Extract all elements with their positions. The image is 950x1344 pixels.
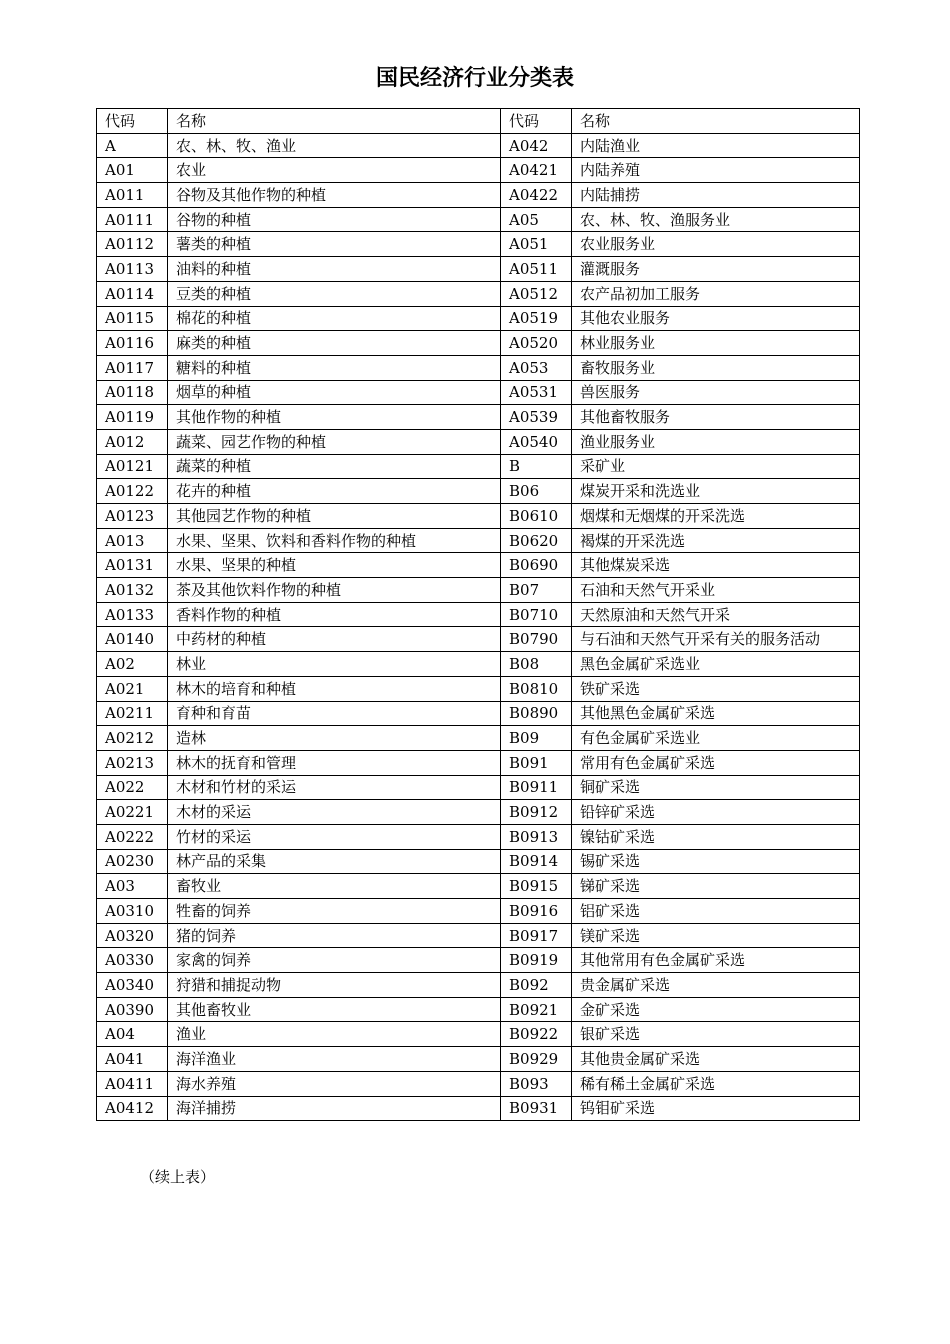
cell-name-right: 农、林、牧、渔服务业	[572, 207, 860, 232]
table-row	[97, 1022, 860, 1047]
cell-name-left: 家禽的饲养	[168, 948, 501, 973]
table-row	[97, 405, 860, 430]
cell-name-right: 镍钴矿采选	[572, 824, 860, 849]
cell-code-left: A0117	[97, 355, 168, 380]
cell-code-right: B0790	[501, 627, 572, 652]
cell-code-left: A0213	[97, 750, 168, 775]
cell-name-right: 其他常用有色金属矿采选	[572, 948, 860, 973]
cell-code-left: A0411	[97, 1071, 168, 1096]
cell-name-left: 渔业	[168, 1022, 501, 1047]
header-name-right: 名称	[572, 109, 860, 134]
cell-code-right: B0917	[501, 923, 572, 948]
cell-code-right: B0620	[501, 528, 572, 553]
cell-name-left: 猪的饲养	[168, 923, 501, 948]
cell-name-left: 畜牧业	[168, 874, 501, 899]
table-row	[97, 874, 860, 899]
cell-code-right: B0916	[501, 899, 572, 924]
cell-name-left: 农业	[168, 158, 501, 183]
table-row	[97, 183, 860, 208]
table-row	[97, 997, 860, 1022]
cell-name-left: 林产品的采集	[168, 849, 501, 874]
cell-code-left: A011	[97, 183, 168, 208]
cell-code-left: A0121	[97, 454, 168, 479]
header-name-left: 名称	[168, 109, 501, 134]
cell-code-right: A042	[501, 133, 572, 158]
table-row	[97, 355, 860, 380]
cell-name-right: 天然原油和天然气开采	[572, 602, 860, 627]
table-row	[97, 948, 860, 973]
cell-name-right: 采矿业	[572, 454, 860, 479]
cell-code-right: B08	[501, 652, 572, 677]
cell-code-left: A02	[97, 652, 168, 677]
cell-code-right: B0921	[501, 997, 572, 1022]
cell-code-left: A0115	[97, 306, 168, 331]
cell-name-left: 茶及其他饮料作物的种植	[168, 578, 501, 603]
table-row	[97, 479, 860, 504]
cell-code-left: A0111	[97, 207, 168, 232]
table-row	[97, 800, 860, 825]
cell-name-right: 钨钼矿采选	[572, 1096, 860, 1121]
cell-name-left: 其他作物的种植	[168, 405, 501, 430]
cell-code-left: A03	[97, 874, 168, 899]
cell-name-right: 内陆渔业	[572, 133, 860, 158]
cell-name-left: 海洋渔业	[168, 1047, 501, 1072]
cell-name-right: 镁矿采选	[572, 923, 860, 948]
cell-code-right: B0914	[501, 849, 572, 874]
cell-name-left: 谷物的种植	[168, 207, 501, 232]
cell-name-right: 内陆养殖	[572, 158, 860, 183]
table-row	[97, 429, 860, 454]
cell-code-left: A0390	[97, 997, 168, 1022]
cell-name-right: 常用有色金属矿采选	[572, 750, 860, 775]
cell-name-right: 兽医服务	[572, 380, 860, 405]
table-row	[97, 306, 860, 331]
table-row	[97, 923, 860, 948]
cell-name-right: 与石油和天然气开采有关的服务活动	[572, 627, 860, 652]
cell-name-left: 竹材的采运	[168, 824, 501, 849]
cell-name-right: 畜牧服务业	[572, 355, 860, 380]
cell-name-left: 烟草的种植	[168, 380, 501, 405]
table-row	[97, 726, 860, 751]
cell-name-left: 林木的培育和种植	[168, 676, 501, 701]
continuation-note: （续上表）	[140, 1168, 216, 1186]
cell-code-left: A0330	[97, 948, 168, 973]
table-row	[97, 676, 860, 701]
table-row	[97, 133, 860, 158]
cell-code-left: A0230	[97, 849, 168, 874]
cell-code-right: B0929	[501, 1047, 572, 1072]
cell-name-right: 农业服务业	[572, 232, 860, 257]
cell-name-left: 薯类的种植	[168, 232, 501, 257]
cell-name-right: 黑色金属矿采选业	[572, 652, 860, 677]
cell-name-left: 蔬菜的种植	[168, 454, 501, 479]
cell-code-left: A04	[97, 1022, 168, 1047]
cell-code-right: B06	[501, 479, 572, 504]
cell-code-right: B0919	[501, 948, 572, 973]
cell-code-left: A0412	[97, 1096, 168, 1121]
cell-name-left: 林木的抚育和管理	[168, 750, 501, 775]
cell-name-right: 褐煤的开采洗选	[572, 528, 860, 553]
cell-code-right: B0915	[501, 874, 572, 899]
table-row	[97, 331, 860, 356]
cell-name-right: 其他农业服务	[572, 306, 860, 331]
cell-code-left: A022	[97, 775, 168, 800]
cell-name-right: 锑矿采选	[572, 874, 860, 899]
cell-code-left: A0113	[97, 257, 168, 282]
table-row	[97, 454, 860, 479]
cell-name-right: 铅锌矿采选	[572, 800, 860, 825]
cell-name-right: 锡矿采选	[572, 849, 860, 874]
cell-name-left: 糖料的种植	[168, 355, 501, 380]
cell-code-right: A0519	[501, 306, 572, 331]
cell-code-right: B0810	[501, 676, 572, 701]
cell-name-right: 铝矿采选	[572, 899, 860, 924]
cell-code-left: A0123	[97, 504, 168, 529]
cell-name-left: 狩猎和捕捉动物	[168, 973, 501, 998]
cell-name-right: 内陆捕捞	[572, 183, 860, 208]
cell-code-right: A051	[501, 232, 572, 257]
cell-name-left: 谷物及其他作物的种植	[168, 183, 501, 208]
cell-name-left: 牲畜的饲养	[168, 899, 501, 924]
table-row	[97, 652, 860, 677]
cell-name-right: 贵金属矿采选	[572, 973, 860, 998]
table-row	[97, 701, 860, 726]
cell-name-left: 木材和竹材的采运	[168, 775, 501, 800]
table-row	[97, 849, 860, 874]
cell-name-left: 海水养殖	[168, 1071, 501, 1096]
cell-code-right: B0690	[501, 553, 572, 578]
cell-name-right: 煤炭开采和洗选业	[572, 479, 860, 504]
cell-code-right: B092	[501, 973, 572, 998]
table-row	[97, 207, 860, 232]
table-row	[97, 1071, 860, 1096]
cell-code-left: A01	[97, 158, 168, 183]
cell-code-right: B0931	[501, 1096, 572, 1121]
cell-name-left: 棉花的种植	[168, 306, 501, 331]
table-row	[97, 1096, 860, 1121]
table-header-row	[97, 109, 860, 134]
table-row	[97, 775, 860, 800]
cell-name-right: 铁矿采选	[572, 676, 860, 701]
cell-name-left: 蔬菜、园艺作物的种植	[168, 429, 501, 454]
cell-name-right: 渔业服务业	[572, 429, 860, 454]
cell-name-right: 有色金属矿采选业	[572, 726, 860, 751]
cell-name-left: 香料作物的种植	[168, 602, 501, 627]
cell-name-left: 油料的种植	[168, 257, 501, 282]
cell-name-left: 其他园艺作物的种植	[168, 504, 501, 529]
cell-code-right: A0540	[501, 429, 572, 454]
cell-code-right: B093	[501, 1071, 572, 1096]
cell-name-right: 农产品初加工服务	[572, 281, 860, 306]
cell-name-left: 花卉的种植	[168, 479, 501, 504]
cell-code-right: A0511	[501, 257, 572, 282]
cell-code-right: B0610	[501, 504, 572, 529]
cell-code-left: A021	[97, 676, 168, 701]
cell-name-left: 麻类的种植	[168, 331, 501, 356]
cell-code-right: B0913	[501, 824, 572, 849]
cell-code-left: A012	[97, 429, 168, 454]
cell-name-right: 稀有稀土金属矿采选	[572, 1071, 860, 1096]
cell-code-left: A0116	[97, 331, 168, 356]
cell-name-left: 海洋捕捞	[168, 1096, 501, 1121]
cell-code-right: B0710	[501, 602, 572, 627]
cell-code-left: A0118	[97, 380, 168, 405]
table-row	[97, 528, 860, 553]
cell-name-left: 中药材的种植	[168, 627, 501, 652]
table-row	[97, 973, 860, 998]
cell-name-right: 金矿采选	[572, 997, 860, 1022]
header-code-left: 代码	[97, 109, 168, 134]
cell-name-right: 其他黑色金属矿采选	[572, 701, 860, 726]
table-row	[97, 553, 860, 578]
cell-code-left: A0119	[97, 405, 168, 430]
cell-code-right: A0531	[501, 380, 572, 405]
cell-code-right: A0539	[501, 405, 572, 430]
cell-code-left: A0114	[97, 281, 168, 306]
cell-code-left: A0133	[97, 602, 168, 627]
cell-name-right: 石油和天然气开采业	[572, 578, 860, 603]
table-row	[97, 824, 860, 849]
cell-code-left: A0212	[97, 726, 168, 751]
cell-code-left: A0132	[97, 578, 168, 603]
document-title: 国民经济行业分类表	[375, 66, 574, 91]
cell-code-right: B091	[501, 750, 572, 775]
cell-code-left: A0340	[97, 973, 168, 998]
cell-name-right: 其他畜牧服务	[572, 405, 860, 430]
industry-classification-table	[96, 108, 860, 1121]
cell-code-right: A05	[501, 207, 572, 232]
cell-name-left: 木材的采运	[168, 800, 501, 825]
cell-code-left: A0122	[97, 479, 168, 504]
cell-code-right: B0890	[501, 701, 572, 726]
cell-code-right: B0911	[501, 775, 572, 800]
table-row	[97, 578, 860, 603]
cell-code-right: B0912	[501, 800, 572, 825]
cell-code-left: A0221	[97, 800, 168, 825]
table-row	[97, 158, 860, 183]
cell-code-left: A0112	[97, 232, 168, 257]
cell-name-left: 林业	[168, 652, 501, 677]
table-row	[97, 257, 860, 282]
cell-code-left: A0222	[97, 824, 168, 849]
table-row	[97, 380, 860, 405]
cell-code-left: A013	[97, 528, 168, 553]
cell-name-right: 银矿采选	[572, 1022, 860, 1047]
cell-name-right: 其他贵金属矿采选	[572, 1047, 860, 1072]
table-row	[97, 504, 860, 529]
cell-code-right: B09	[501, 726, 572, 751]
cell-code-left: A0310	[97, 899, 168, 924]
cell-code-right: A053	[501, 355, 572, 380]
cell-name-left: 豆类的种植	[168, 281, 501, 306]
cell-code-right: A0421	[501, 158, 572, 183]
cell-code-left: A0131	[97, 553, 168, 578]
cell-name-right: 灌溉服务	[572, 257, 860, 282]
cell-name-left: 水果、坚果、饮料和香料作物的种植	[168, 528, 501, 553]
cell-name-left: 其他畜牧业	[168, 997, 501, 1022]
cell-name-right: 铜矿采选	[572, 775, 860, 800]
cell-name-left: 农、林、牧、渔业	[168, 133, 501, 158]
cell-name-left: 造林	[168, 726, 501, 751]
table-row	[97, 750, 860, 775]
cell-code-right: B07	[501, 578, 572, 603]
cell-code-right: A0512	[501, 281, 572, 306]
table-row	[97, 281, 860, 306]
cell-code-right: B	[501, 454, 572, 479]
cell-code-right: A0422	[501, 183, 572, 208]
cell-name-right: 烟煤和无烟煤的开采洗选	[572, 504, 860, 529]
header-code-right: 代码	[501, 109, 572, 134]
cell-name-left: 育种和育苗	[168, 701, 501, 726]
cell-code-right: B0922	[501, 1022, 572, 1047]
cell-code-left: A	[97, 133, 168, 158]
cell-code-right: A0520	[501, 331, 572, 356]
cell-code-left: A0140	[97, 627, 168, 652]
table-row	[97, 899, 860, 924]
table-row	[97, 1047, 860, 1072]
table-row	[97, 602, 860, 627]
cell-name-right: 林业服务业	[572, 331, 860, 356]
table-row	[97, 627, 860, 652]
cell-code-left: A0320	[97, 923, 168, 948]
cell-name-right: 其他煤炭采选	[572, 553, 860, 578]
cell-code-left: A041	[97, 1047, 168, 1072]
table-row	[97, 232, 860, 257]
cell-name-left: 水果、坚果的种植	[168, 553, 501, 578]
cell-code-left: A0211	[97, 701, 168, 726]
